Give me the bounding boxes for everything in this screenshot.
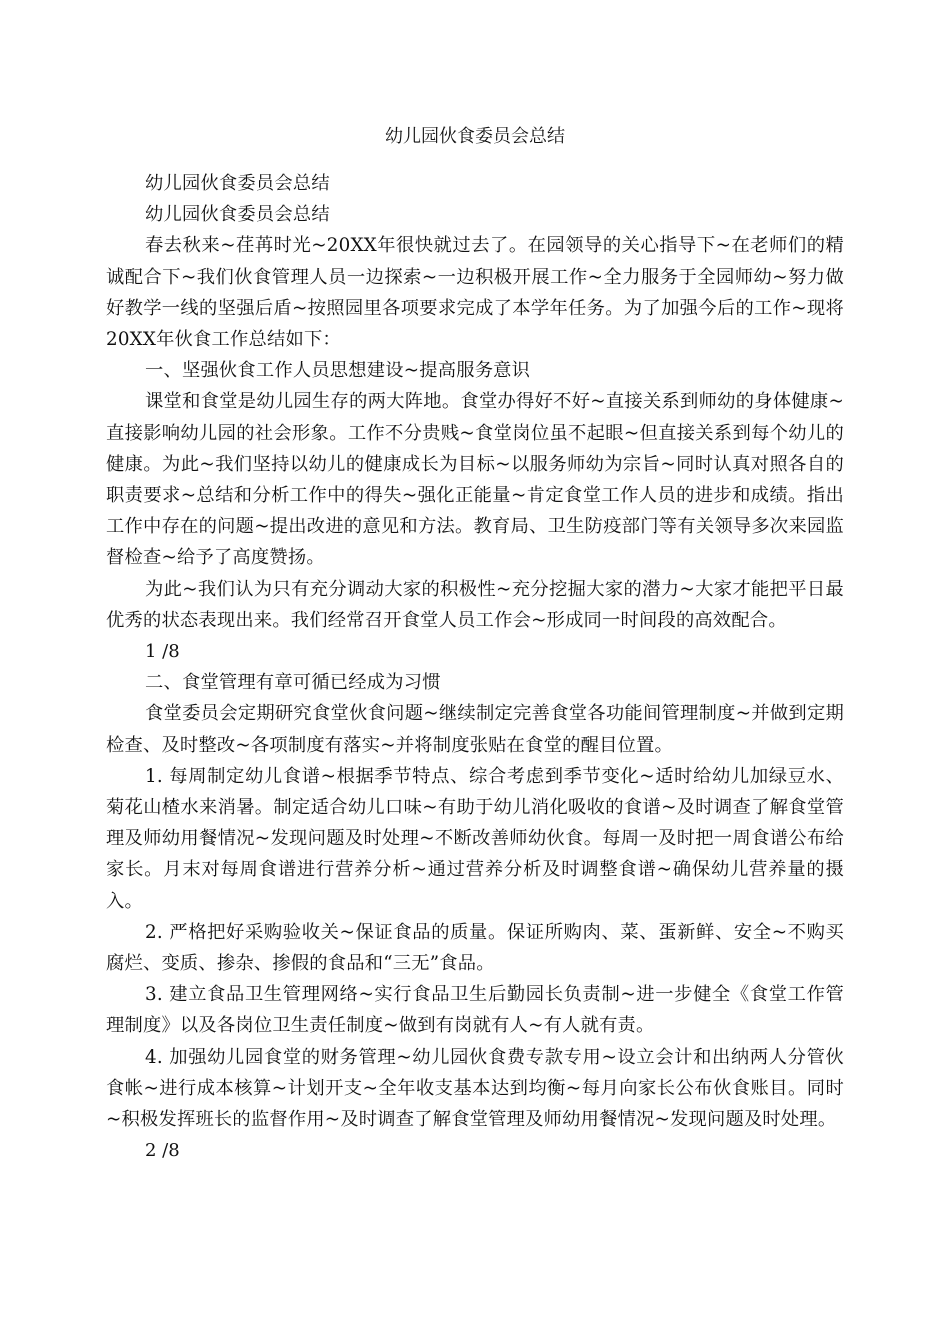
numbered-item-2: 2. 严格把好采购验收关~保证食品的质量。保证所购肉、菜、蛋新鲜、安全~不购买腐烂、变质、掺杂、掺假的食品和“三无”食品。 [106,921,844,975]
subtitle-line-1: 幼儿园伙食委员会总结 [145,173,330,194]
page-number: 1 /8 [145,641,180,663]
document-page [106,122,844,1167]
document-title: 幼儿园伙食委员会总结 [385,126,565,147]
body-paragraph: 课堂和食堂是幼儿园生存的两大阵地。食堂办得好不好~直接关系到师幼的身体健康~直接影响幼儿园的社会形象。工作不分贵贱~食堂岗位虽不起眼~但直接关系到每个幼儿的健康。为此~我们坚持以幼儿的健康成长为目标~以服务师幼为宗旨~同时认真对照各自的职责要求~总结和分析工作中的得失~强化正能量~肯定食堂工作人员的进步和成绩。指出工作中存在的问题~提出改进的意见和方法。教育局、卫生防疫部门等有关领导多次来园监督检查~给予了高度赞扬。 [106,391,844,569]
numbered-item-1: 1. 每周制定幼儿食谱~根据季节特点、综合考虑到季节变化~适时给幼儿加绿豆水、菊花山楂水来消暑。制定适合幼儿口味~有助于幼儿消化吸收的食谱~及时调查了解食堂管理及师幼用餐情况~发现问题及时处理~不断改善师幼伙食。每周一及时把一周食谱公布给家长。月末对每周食谱进行营养分析~通过营养分析及时调整食谱~确保幼儿营养量的摄入。 [106,765,844,912]
section-heading-2: 二、食堂管理有章可循已经成为习惯 [145,672,441,694]
numbered-item-3: 3. 建立食品卫生管理网络~实行食品卫生后勤园长负责制~进一步健全《食堂工作管理制度》以及各岗位卫生责任制度~做到有岗就有人~有人就有责。 [106,984,844,1037]
intro-paragraph: 春去秋来~荏苒时光~20XX年很快就过去了。在园领导的关心指导下~在老师们的精诚配合下~我们伙食管理人员一边探索~一边积极开展工作~全力服务于全园师幼~努力做好教学一线的坚强后盾~按照园里各项要求完成了本学年任务。为了加强今后的工作~现将20XX年伙食工作总结如下： [106,235,844,351]
body-paragraph: 食堂委员会定期研究食堂伙食问题~继续制定完善食堂各功能间管理制度~并做到定期检查、及时整改~各项制度有落实~并将制度张贴在食堂的醒目位置。 [106,703,844,756]
numbered-item-4: 4. 加强幼儿园食堂的财务管理~幼儿园伙食费专款专用~设立会计和出纳两人分管伙食帐~进行成本核算~计划开支~全年收支基本达到均衡~每月向家长公布伙食账目。同时~积极发挥班长的监督作用~及时调查了解食堂管理及师幼用餐情况~发现问题及时处理。 [106,1046,844,1131]
section-heading-1: 一、坚强伙食工作人员思想建设~提高服务意识 [145,360,531,382]
page-number: 2 /8 [145,1140,180,1162]
body-paragraph: 为此~我们认为只有充分调动大家的积极性~充分挖掘大家的潜力~大家才能把平日最优秀的状态表现出来。我们经常召开食堂人员工作会~形成同一时间段的高效配合。 [106,578,844,631]
subtitle-line-2: 幼儿园伙食委员会总结 [145,204,330,226]
